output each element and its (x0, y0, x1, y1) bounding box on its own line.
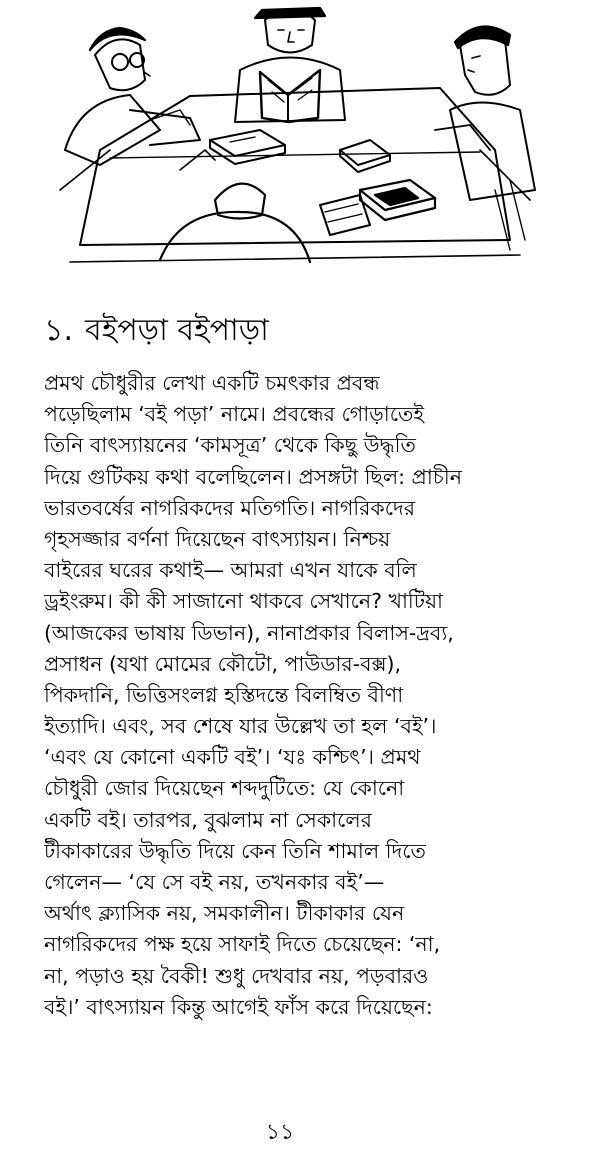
text-line: ড্রইংরুম। কী কী সাজানো থাকবে সেখানে? খাটিয়া (44, 589, 443, 614)
reading-table-illustration (40, 0, 540, 280)
page-number: ১১ (265, 1120, 295, 1145)
text-line: ‘এবং যে কোনো একটি বই’। ‘যঃ কশ্চিৎ’। প্রমথ (44, 745, 421, 770)
text-line: গৃহসজ্জার বর্ণনা দিয়েছেন বাৎস্যায়ন। নিশ্চয় (44, 526, 391, 551)
chapter-title: বইপড়া বইপাড়া (85, 313, 269, 348)
text-line: না, পড়াও হয় বৈকী! শুধু দেখবার নয়, পড়বারও (44, 963, 429, 988)
text-line: ইত্যাদি। এবং, সব শেষে যার উল্লেখ তা হল ‘বই’। (44, 714, 437, 739)
text-line: অর্থাৎ ক্ল্যাসিক নয়, সমকালীন। টীকাকার যেন (44, 901, 405, 926)
text-line: নাগরিকদের পক্ষ হয়ে সাফাই দিতে চেয়েছেন: ‘না, (44, 932, 441, 957)
text-line: বাইরের ঘরের কথাই— আমরা এখন যাকে বলি (44, 558, 417, 583)
text-line: দিয়ে গুটিকয় কথা বলেছিলেন। প্রসঙ্গটা ছিল: প্রাচীন (44, 464, 462, 489)
text-line: প্রসাধন (যথা মোমের কৌটো, পাউডার-বক্স), (44, 651, 402, 676)
text-line: বই।’ বাৎস্যায়ন কিন্তু আগেই ফাঁস করে দিয়েছেন: (44, 994, 433, 1019)
text-line: প্রমথ চৌধুরীর লেখা একটি চমৎকার প্রবন্ধ (44, 371, 380, 395)
text-line: টীকাকারের উদ্ধৃতি দিয়ে কেন তিনি শামাল দিতে (44, 838, 426, 863)
body-text (44, 368, 574, 1023)
text-line: পিকদানি, ভিত্তিসংলগ্ন হস্তিদন্তে বিলম্বিত বীণা (44, 682, 404, 707)
text-line: গেলেন— ‘যে সে বই নয়, তখনকার বই’— (44, 870, 385, 894)
text-line: চৌধুরী জোর দিয়েছেন শব্দদুটিতে: যে কোনো (44, 776, 405, 801)
text-line: তিনি বাৎস্যায়নের ‘কামসূত্র’ থেকে কিছু উদ্ধৃতি (44, 433, 416, 458)
text-line: পড়েছিলাম ‘বই পড়া’ নামে। প্রবন্ধের গোড়াতেই (44, 402, 425, 427)
text-line: ভারতবর্ষের নাগরিকদের মতিগতি। নাগরিকদের (44, 495, 416, 520)
chapter-number: ১. (44, 313, 74, 348)
chapter-heading (44, 310, 269, 352)
text-line: একটি বই। তারপর, বুঝলাম না সেকালের (44, 807, 372, 832)
text-line: (আজকের ভাষায় ডিভান), নানাপ্রকার বিলাস-দ্রব্য, (44, 620, 454, 645)
